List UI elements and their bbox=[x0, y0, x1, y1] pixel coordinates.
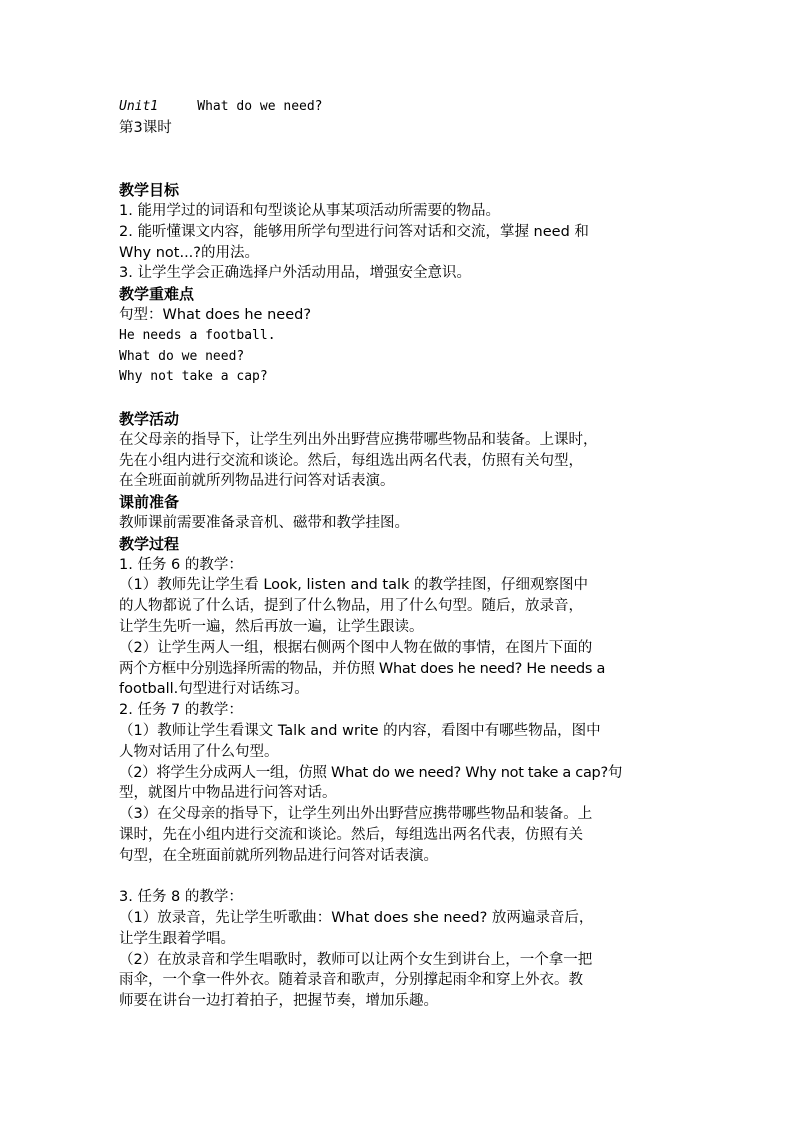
task6-line: （2）让学生两人一组，根据右侧两个图中人物在做的事情，在图片下面的 bbox=[119, 639, 593, 656]
task8-line: （2）在放录音和学生唱歌时，教师可以让两个女生到讲台上，一个拿一把 bbox=[119, 951, 593, 968]
objectives-heading: 教学目标 bbox=[119, 181, 180, 200]
task8-line: 师要在讲台一边打着拍子，把握节奏，增加乐趣。 bbox=[119, 993, 438, 1010]
lesson-number: 第3课时 bbox=[119, 119, 172, 136]
objective-item: 3. 让学生学会正确选择户外活动用品，增强安全意识。 bbox=[119, 265, 471, 282]
task6-line: football.句型进行对话练习。 bbox=[119, 681, 309, 698]
process-heading: 教学过程 bbox=[119, 534, 180, 553]
difficulties-heading: 教学重难点 bbox=[119, 285, 195, 304]
preparation-heading: 课前准备 bbox=[119, 493, 180, 512]
task7-line: 型，就图片中物品进行问答对话。 bbox=[119, 785, 337, 802]
activities-line: 先在小组内进行交流和谈论。然后，每组选出两名代表，仿照有关句型， bbox=[119, 452, 583, 469]
preparation-text: 教师课前需要准备录音机、磁带和教学挂图。 bbox=[119, 514, 409, 531]
task7-line: 句型，在全班面前就所列物品进行问答对话表演。 bbox=[119, 847, 438, 864]
activities-heading: 教学活动 bbox=[119, 409, 180, 428]
objective-item: Why not...?的用法。 bbox=[119, 244, 259, 261]
spacer bbox=[119, 388, 679, 409]
task7-line: （2）将学生分成两人一组，仿照 What do we need? Why not take a cap?句 bbox=[119, 764, 623, 781]
task6-line: 的人物都说了什么话，提到了什么物品，用了什么句型。随后，放录音， bbox=[119, 598, 583, 615]
spacer bbox=[119, 139, 679, 160]
activities-line: 在父母亲的指导下，让学生列出外出野营应携带哪些物品和装备。上课时， bbox=[119, 431, 598, 448]
task8-line: 让学生跟着学唱。 bbox=[119, 930, 235, 947]
spacer bbox=[119, 866, 679, 887]
activities-line: 在全班面前就所列物品进行问答对话表演。 bbox=[119, 473, 395, 490]
task6-title: 1. 任务 6 的教学： bbox=[119, 556, 243, 573]
objective-item: 2. 能听懂课文内容，能够用所学句型进行问答对话和交流，掌握 need 和 bbox=[119, 223, 589, 240]
unit-title bbox=[119, 97, 679, 118]
pattern-line: He needs a football. bbox=[119, 327, 276, 343]
task6-line: 让学生先听一遍，然后再放一遍，让学生跟读。 bbox=[119, 618, 424, 635]
task8-title: 3. 任务 8 的教学： bbox=[119, 889, 243, 906]
task8-line: 雨伞，一个拿一件外衣。随着录音和歌声，分别撑起雨伞和穿上外衣。教 bbox=[119, 972, 583, 989]
pattern-line: 句型：What does he need? bbox=[119, 306, 312, 323]
task7-line: （3）在父母亲的指导下，让学生列出外出野营应携带哪些物品和装备。上 bbox=[119, 806, 593, 823]
pattern-line: What do we need? bbox=[119, 348, 245, 364]
task7-line: （1）教师让学生看课文 Talk and write 的内容，看图中有哪些物品，图中 bbox=[119, 722, 601, 739]
unit-question: What do we need? bbox=[197, 99, 323, 114]
task8-line: （1）放录音，先让学生听歌曲：What does she need? 放两遍录音后， bbox=[119, 910, 594, 927]
task7-line: 课时，先在小组内进行交流和谈论。然后，每组选出两名代表，仿照有关 bbox=[119, 826, 583, 843]
spacer bbox=[119, 159, 679, 180]
task6-line: 两个方框中分别选择所需的物品，并仿照 What does he need? He needs a bbox=[119, 660, 606, 677]
task7-line: 人物对话用了什么句型。 bbox=[119, 743, 279, 760]
task7-title: 2. 任务 7 的教学： bbox=[119, 702, 243, 719]
document-page bbox=[119, 97, 679, 1012]
objective-item: 1. 能用学过的词语和句型谈论从事某项活动所需要的物品。 bbox=[119, 202, 500, 219]
unit-label: Unit1 bbox=[119, 99, 159, 114]
pattern-line: Why not take a cap? bbox=[119, 369, 268, 385]
task6-line: （1）教师先让学生看 Look, listen and talk 的教学挂图，仔细观察图中 bbox=[119, 577, 589, 594]
